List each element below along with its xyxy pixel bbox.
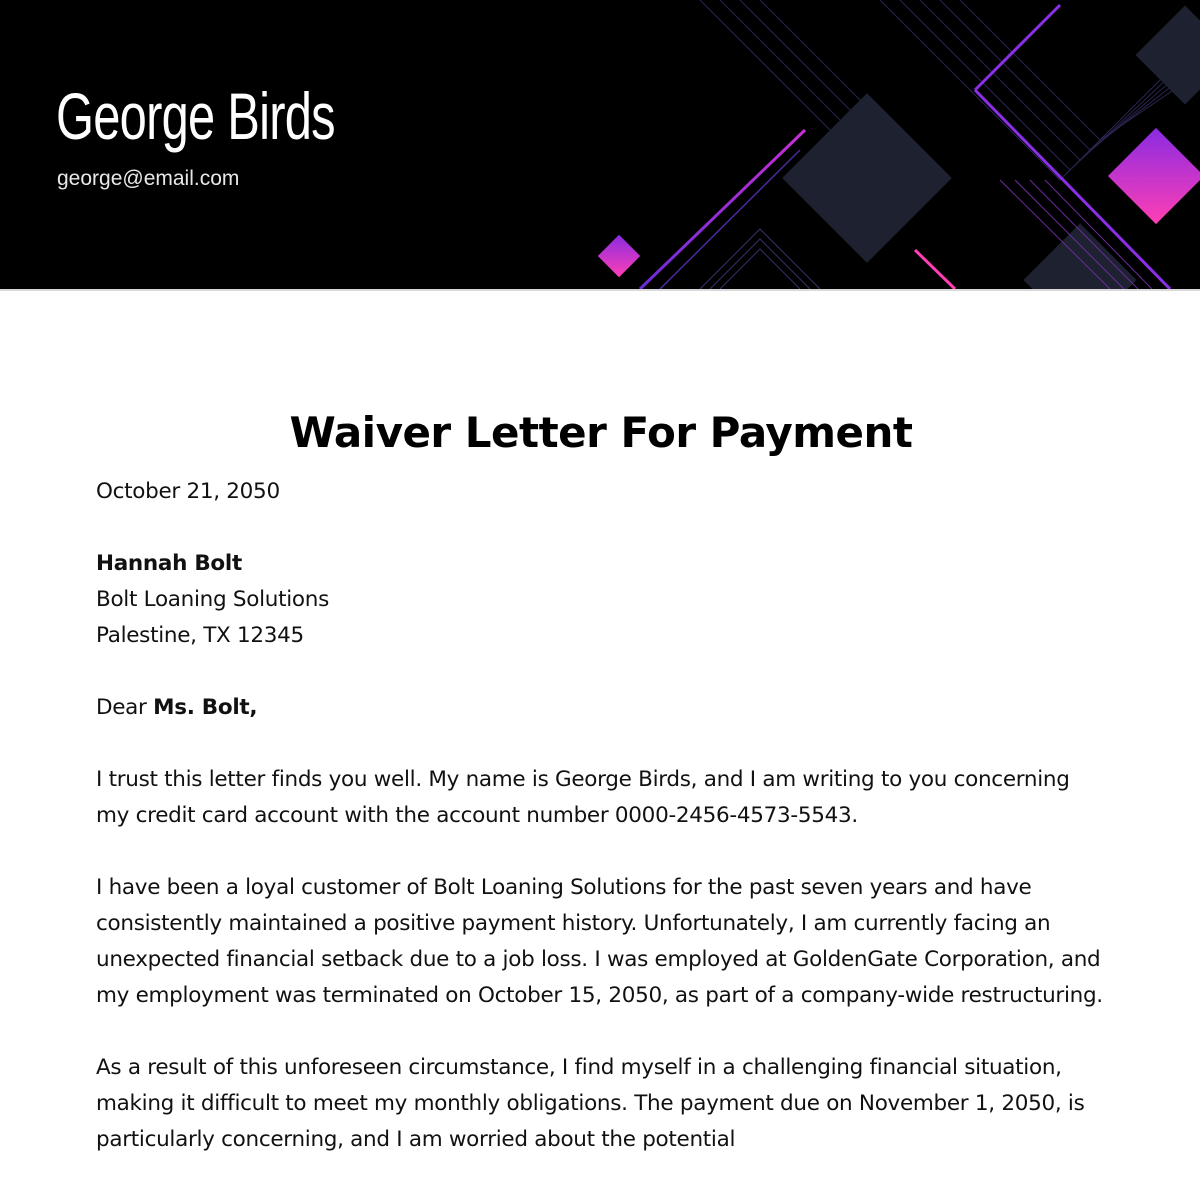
recipient-name: Hannah Bolt (96, 551, 242, 576)
salutation-prefix: Dear (96, 695, 154, 720)
recipient-company: Bolt Loaning Solutions (96, 587, 329, 612)
letter-title: Waiver Letter For Payment (289, 408, 913, 457)
recipient-address (96, 546, 1106, 654)
letter-body (96, 292, 1106, 1158)
sender-email: george@email.com (57, 167, 240, 190)
paragraph: I trust this letter finds you well. My name is George Birds, and I am writing to you concerning my credit card account with the account number 0000-2456-4573-5543. (96, 767, 1070, 828)
sender-name: George Birds (56, 79, 335, 153)
recipient-city: Palestine, TX 12345 (96, 623, 304, 648)
salutation (96, 690, 1106, 726)
paragraph: As a result of this unforeseen circumstance, I find myself in a challenging financial situation, making it difficult to meet my monthly obligations. The payment due on November 1, 2050, is particularly concerning, and I am worried about the potential (96, 1055, 1085, 1152)
paragraph: I have been a loyal customer of Bolt Loaning Solutions for the past seven years and have consistently maintained a positive payment history. Unfortunately, I am currently facing an unexpected financial setback due to a job loss. I was employed at GoldenGate Corporation, and my employment was terminated on October 15, 2050, as part of a company-wide restructuring. (96, 875, 1103, 1008)
letter-date: October 21, 2050 (96, 479, 280, 504)
letterhead (0, 0, 1200, 291)
salutation-name: Ms. Bolt, (153, 695, 258, 720)
